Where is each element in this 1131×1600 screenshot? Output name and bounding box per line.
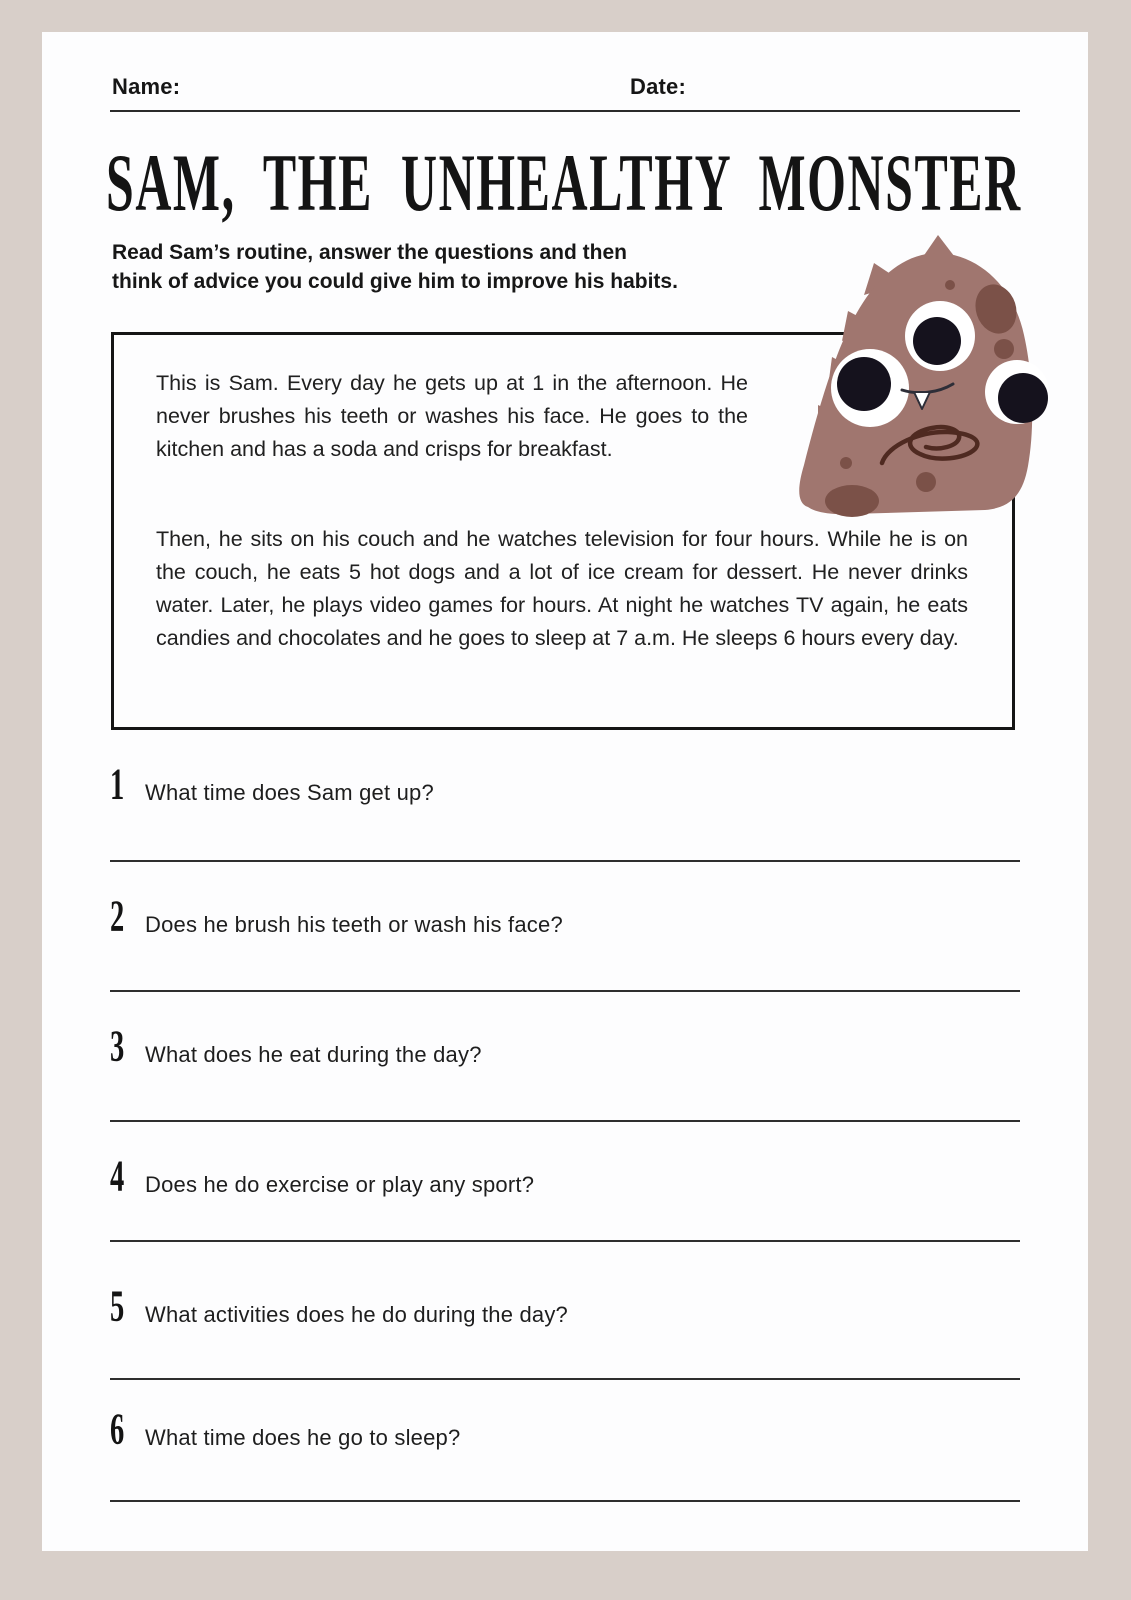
answer-line-4 (110, 1240, 1020, 1242)
question-number: 1 (110, 759, 125, 810)
question-number: 5 (110, 1281, 125, 1332)
question-row-5 (110, 1281, 568, 1332)
instructions-line-1: Read Sam’s routine, answer the questions and then (112, 241, 627, 264)
name-label: Name: (112, 74, 181, 99)
passage-paragraph-1: This is Sam. Every day he gets up at 1 in the afternoon. He never brushes his teeth or washes his face. He goes to the kitchen and has a soda and crisps for breakfast. (156, 371, 748, 461)
worksheet-title: SAM, THE UNHEALTHY MONSTER (106, 136, 1022, 228)
question-row-1 (110, 759, 434, 810)
instructions-line-2: think of advice you could give him to improve his habits. (112, 270, 678, 293)
question-text: What activities does he do during the day? (145, 1302, 568, 1327)
question-row-4 (110, 1151, 535, 1202)
question-number: 4 (110, 1151, 125, 1202)
question-number: 3 (110, 1021, 125, 1072)
instructions (112, 238, 678, 296)
date-label: Date: (630, 74, 687, 99)
answer-line-1 (110, 860, 1020, 862)
paper-sheet (42, 32, 1088, 1551)
answer-line-5 (110, 1378, 1020, 1380)
question-row-6 (110, 1404, 461, 1455)
question-text: What does he eat during the day? (145, 1042, 482, 1067)
question-number: 6 (110, 1404, 125, 1455)
passage-paragraph-2: Then, he sits on his couch and he watches television for four hours. While he is on the couch, he eats 5 hot dogs and a lot of ice cream for dessert. He never drinks water. Later, he plays video games for hours. At night he watches TV again, he eats candies and chocolates and he goes to sleep at 7 a.m. He sleeps 6 hours every day. (156, 527, 968, 650)
question-row-2 (110, 891, 563, 942)
answer-line-3 (110, 1120, 1020, 1122)
answer-line-6 (110, 1500, 1020, 1502)
question-row-3 (110, 1021, 482, 1072)
question-text: What time does he go to sleep? (145, 1425, 461, 1450)
header-write-line (110, 110, 1020, 112)
reading-passage-box (111, 332, 1015, 730)
answer-line-2 (110, 990, 1020, 992)
question-text: Does he brush his teeth or wash his face? (145, 912, 563, 937)
question-text: What time does Sam get up? (145, 780, 434, 805)
question-text: Does he do exercise or play any sport? (145, 1172, 535, 1197)
question-number: 2 (110, 891, 125, 942)
